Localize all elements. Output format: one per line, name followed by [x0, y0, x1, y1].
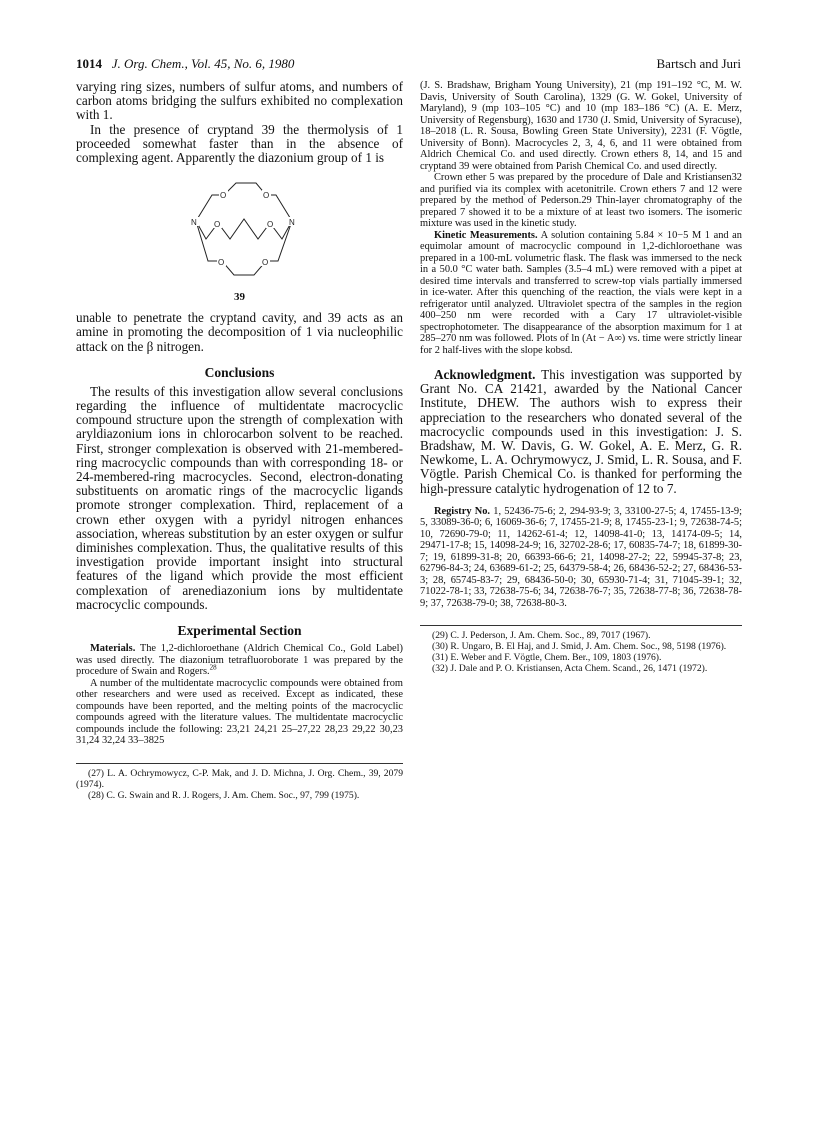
paragraph-kinetic-measurements [420, 230, 742, 357]
right-column [420, 80, 742, 674]
footnote-31: (31) E. Weber and F. Vögtle, Chem. Ber., 109, 1803 (1976). [432, 652, 662, 664]
registry-text: 1, 52436-75-6; 2, 294-93-9; 3, 33100-27-5; 4, 17455-13-9; 5, 33089-36-0; 6, 16069-36-6; 7, 17455-21-9; 8, 17455-23-1; 9, 72638-74-5; 10, 72690-79-0; 11, 14262-61-4; 12, 14098-41-0; 13, 14174-09-5; 14, 29471-17-8; 15, 14098-24-9; 16, 32702-28-6; 17, 60835-74-7; 18, 61899-30-7; 19, 61899-31-8; 20, 66393-66-6; 21, 14098-27-2; 22, 59945-37-8; 23, 62796-84-3; 24, 63689-61-2; 25, 64379-58-4; 26, 68436-52-2; 27, 68436-53-3; 28, 65745-83-7; 29, 68436-50-0; 30, 65930-71-4; 31, 71045-39-1; 32, 71022-78-1; 33, 72638-75-6; 34, 72638-76-7; 35, 72638-77-8; 36, 72638-78-9; 37, 72638-79-0; 38, 72638-80-3. [420, 505, 743, 609]
footnote-divider [420, 625, 742, 626]
volume-info: Vol. 45, No. 6, 1980 [191, 56, 295, 71]
paragraph-cryptand-thermolysis: In the presence of cryptand 39 the thermolysis of 1 proceeded somewhat faster than in the absence of complexing agent. Apparently the diazonium group of 1 is [76, 121, 403, 166]
registry-heading: Registry No. [434, 505, 491, 517]
left-column [76, 80, 403, 801]
acknowledgment-text: This investigation was supported by Grant No. CA 21421, awarded by the National Cancer Institute, DHEW. The authors wish to express their appreciation to the researchers who donated several of the macrocyclic compounds used in this investigation: J. S. Bradshaw, M. W. Davis, G. W. Gokel, A. E. Merz, G. R. Newkome, L. A. Ochrymowycz, J. Smid, L. R. Sousa, and F. Vögtle. Parish Chemical Co. is thanked for performing the high-pressure catalytic hydrogenation of 12 to 7. [420, 367, 742, 496]
paragraph-crown-ether-prep: Crown ether 5 was prepared by the procedure of Dale and Kristiansen32 and purified via its complex with acetonitrile. Crown ethers 7 and 12 were prepared by the method of Pederson.29 Thin-layer chromatography of the prepared 7 showed it to be a mixture of at least two isomers. The isomeric mixture was used in the kinetic study. [420, 172, 742, 229]
paragraph-conclusions: The results of this investigation allow several conclusions regarding the influence of multidentate macrocyclic compound structure upon the strength of complexation with aryldiazonium ions in chlorocarbon solvent to be reached. First, stronger complexation is observed with 21-membered-ring macrocyclic compounds than with corresponding 18- or 24-membered-ring macrocycles. Second, electron-donating substituents on aromatic rings of the macrocyclic ligands promote stronger complexation. Third, replacement of a crown ether oxygen with a pyridyl nitrogen enhances association, whereas substitution by an ester oxygen or sulfur diminishes complexation. Thus, the qualitative results of this investigation provide important insight into structural features of the ligand which provide the most efficient complexation of arenediazonium ions by multidentate macrocyclic compounds. [76, 383, 403, 612]
cryptand-structure-figure [76, 173, 403, 289]
acknowledgment-heading: Acknowledgment. [434, 367, 536, 382]
atom-label: N [191, 218, 197, 228]
paragraph-registry-numbers [420, 506, 742, 610]
atom-label: O [262, 258, 269, 268]
running-head [76, 56, 741, 76]
cryptand-structure-drawing [180, 173, 310, 289]
footnote-ref-28: 28 [209, 663, 217, 672]
kinetic-text: A solution containing 5.84 × 10−5 M 1 and an equimolar amount of macrocyclic compound in 1,2-dichloroethane was prepared in a 100-mL volumetric flask. The flask was immersed to the neck in a 50.0 °C water bath. Samples (3.5–4 mL) were removed with a pipet at desired time intervals and transferred to screw-top vials partially immersed in ice-water. After this quenching of the reaction, the vials were kept in a refrigerator until analyzed. Ultraviolet spectra of the samples in the region 400–250 nm were recorded with a Cary 17 ultraviolet-visible spectrophotometer. The disappearance of the absorption maximum for 1 at 285–270 nm was followed. Plots of ln (At − A∞) vs. time were strictly linear for 2 half-lives with the slope kobsd. [420, 229, 742, 356]
materials-text: The 1,2-dichloroethane (Aldrich Chemical Co., Gold Label) was used directly. The diazonium tetrafluoroborate 1 was prepared by the procedure of Swain and Rogers. [76, 643, 403, 678]
footnote-divider [76, 763, 403, 764]
paragraph-no-complexation: varying ring sizes, numbers of sulfur atoms, and numbers of carbon atoms bridging the sulfurs exhibited no complexation with 1. [76, 79, 403, 123]
compound-number-39: 39 [234, 291, 245, 304]
atom-label: O [218, 258, 225, 268]
footnote-28: (28) C. G. Swain and R. J. Rogers, J. Am. Chem. Soc., 97, 799 (1975). [88, 789, 360, 801]
paragraph-cryptand-cavity: unable to penetrate the cryptand cavity, and 39 acts as an amine in promoting the decomposition of 1 via nucleophilic attack on the β nitrogen. [76, 310, 403, 354]
journal-name: J. Org. Chem., [111, 56, 188, 71]
materials-heading: Materials. [90, 643, 136, 655]
kinetic-heading: Kinetic Measurements. [434, 229, 538, 241]
paragraph-acknowledgment [420, 368, 742, 496]
footnote-30: (30) R. Ungaro, B. El Haj, and J. Smid, J. Am. Chem. Soc., 98, 5198 (1976). [432, 641, 727, 653]
atom-label: O [263, 191, 270, 201]
paragraph-macrocycle-donors: (J. S. Bradshaw, Brigham Young University), 21 (mp 191–192 °C, M. W. Davis, University of South Carolina), 1329 (G. W. Gokel, University of Maryland), 9 (mp 103–105 °C) and 10 (mp 183–186 °C) (A. E. Merz, University of Regensburg), 1630 and 1730 (J. Smid, University of Syracuse), 18–2018 (L. R. Sousa, Bowling Green State University), 2231 (F. Vögtle, University of Bonn). Macrocycles 2, 3, 4, 6, and 11 were obtained from Aldrich Chemical Co. and used directly. Crown ethers 8, 14, and 15 and cryptand 39 were obtained from Parish Chemical Co. and used directly. [420, 80, 742, 172]
footnote-27: (27) L. A. Ochrymowycz, C-P. Mak, and J. D. Michna, J. Org. Chem., 39, 2079 (1974). [76, 767, 403, 790]
atom-label: O [267, 220, 274, 230]
running-head-authors: Bartsch and Juri [656, 56, 741, 71]
paragraph-macrocycle-sources: A number of the multidentate macrocyclic compounds were obtained from other researchers and were used as received. Except as indicated, these compounds have been reported, and the melting points of the macrocyclic compounds agreed with the literature values. The multidentate macrocyclic compounds include the following: 23,21 24,21 25–27,22 28,23 29,22 30,23 31,24 32,24 33–3825 [76, 677, 403, 747]
atom-label: O [214, 220, 221, 230]
footnote-32: (32) J. Dale and P. O. Kristiansen, Acta Chem. Scand., 26, 1471 (1972). [432, 663, 708, 675]
page-number: 1014 [76, 56, 102, 71]
atom-label: O [220, 191, 227, 201]
running-head-left [76, 56, 294, 72]
atom-label: N [289, 218, 295, 228]
experimental-heading: Experimental Section [177, 623, 302, 639]
paragraph-materials [76, 643, 403, 678]
conclusions-heading: Conclusions [204, 364, 275, 380]
footnote-29: (29) C. J. Pederson, J. Am. Chem. Soc., 89, 7017 (1967). [432, 630, 651, 642]
